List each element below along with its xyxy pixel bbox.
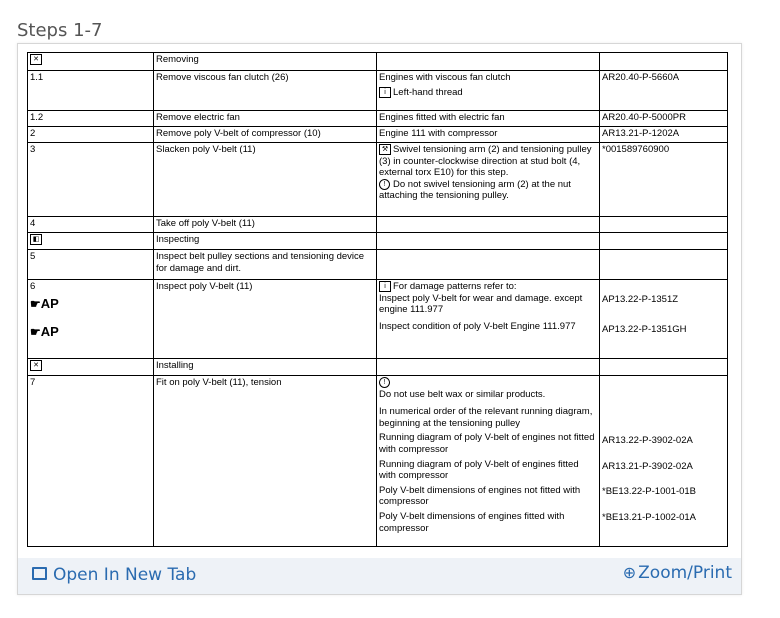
ref-link[interactable]: *BE13.21-P-1002-01A [602,511,697,523]
action-cell: Slacken poly V-belt (11) [154,143,377,217]
note-cell [377,376,600,547]
step-cell: 5 [28,250,154,280]
info-text: For damage patterns refer to: [393,281,517,293]
caution-icon: ! [379,377,390,388]
procedure-table [27,52,728,547]
info-icon: i [379,87,391,98]
table-row [28,217,728,233]
image-footer [18,558,741,594]
step-number: 6 [30,281,36,292]
removing-icon: ✕ [30,54,42,65]
note-text: Poly V-belt dimensions of engines fitted with compressor [379,510,565,534]
action-cell: Inspect poly V-belt (11) [154,280,377,359]
ref-link[interactable]: AP13.22-P-1351Z [602,294,679,305]
zoom-print-button[interactable] [623,563,732,583]
table-row [28,71,728,111]
zoom-print-label: Zoom/Print [638,563,732,583]
note-cell [377,250,600,280]
pointing-hand-icon: ☛ [30,296,41,311]
ref-cell[interactable]: *001589760900 [600,143,728,217]
step-cell [28,280,154,359]
action-cell: Remove electric fan [154,111,377,127]
table-row [28,53,728,71]
table-row [28,143,728,217]
action-cell: Inspecting [154,233,377,250]
ref-cell[interactable]: AR20.40-P-5660A [600,71,728,111]
step-cell: 7 [28,376,154,547]
note-text: Running diagram of poly V-belt of engines fitted with compressor [379,458,579,482]
steps-heading: Steps 1-7 [17,20,103,41]
table-row [28,233,728,250]
note-cell [377,143,600,217]
document-frame [17,43,742,595]
ref-cell [600,250,728,280]
note-cell [377,359,600,376]
action-cell: Removing [154,53,377,71]
warning-text: Do not swivel tensioning arm (2) at the nut attaching the tensioning pulley. [379,178,571,202]
ap-link-2[interactable]: ☛AP [30,323,59,339]
ref-cell [600,280,728,359]
table-row [28,127,728,143]
step-cell: 4 [28,217,154,233]
table-row [28,376,728,547]
step-cell: 2 [28,127,154,143]
installing-icon: ✕ [30,360,42,371]
zoom-icon: ⊕ [622,563,637,582]
procedure-table-container [27,52,727,547]
step-cell [28,233,154,250]
table-row [28,250,728,280]
note-text: Swivel tensioning arm (2) and tensioning pulley (3) in counter-clockwise direction at stud bolt (4, external torx E10) for this step. [379,144,592,179]
action-cell: Fit on poly V-belt (11), tension [154,376,377,547]
note-cell [377,280,600,359]
note-text: Inspect poly V-belt for wear and damage. except engine 111.977 [379,292,583,316]
pointing-hand-icon: ☛ [30,324,41,339]
ref-cell [600,233,728,250]
ref-cell [600,53,728,71]
info-icon: i [379,281,391,292]
step-cell: 3 [28,143,154,217]
ref-link[interactable]: AR13.22-P-3902-02A [602,435,693,446]
special-tool-icon: ⚒ [379,144,391,155]
ref-link[interactable]: *BE13.22-P-1001-01B [602,486,697,498]
ref-cell[interactable]: AR20.40-P-5000PR [600,111,728,127]
note-text: Poly V-belt dimensions of engines not fitted with compressor [379,484,581,508]
note-text: In numerical order of the relevant running diagram, beginning at the tensioning pulley [379,406,593,429]
ap-link-1[interactable]: ☛AP [30,295,59,311]
step-cell: 1.1 [28,71,154,111]
warning-text: Do not use belt wax or similar products. [379,388,546,400]
table-row [28,111,728,127]
caution-icon: ! [379,179,390,190]
action-cell: Inspect belt pulley sections and tensioning device for damage and dirt. [154,250,377,280]
note-text: Inspect condition of poly V-belt Engine 111.977 [379,320,576,332]
open-new-tab-label: Open In New Tab [53,565,197,585]
info-text: Left-hand thread [393,86,463,98]
ref-cell [600,217,728,233]
ref-cell [600,376,728,547]
step-cell [28,359,154,376]
step-cell [28,53,154,71]
ref-link[interactable]: AR13.21-P-3902-02A [602,460,693,472]
note-cell: Engines fitted with electric fan [377,111,600,127]
note-cell: Engine 111 with compressor [377,127,600,143]
action-cell: Take off poly V-belt (11) [154,217,377,233]
open-new-tab-button[interactable] [32,565,196,585]
table-row [28,280,728,359]
note-cell [377,217,600,233]
open-tab-icon [32,567,47,580]
action-cell: Remove poly V-belt of compressor (10) [154,127,377,143]
step-cell: 1.2 [28,111,154,127]
note-cell [377,233,600,250]
table-row [28,359,728,376]
note-cell [377,53,600,71]
action-cell: Installing [154,359,377,376]
action-cell: Remove viscous fan clutch (26) [154,71,377,111]
note-text: Running diagram of poly V-belt of engines not fitted with compressor [379,432,595,455]
ref-link[interactable]: AP13.22-P-1351GH [602,323,687,335]
note-cell [377,71,600,111]
inspecting-icon: ◧ [30,234,42,245]
ref-cell[interactable]: AR13.21-P-1202A [600,127,728,143]
note-text: Engines with viscous fan clutch [379,72,511,83]
ref-cell [600,359,728,376]
